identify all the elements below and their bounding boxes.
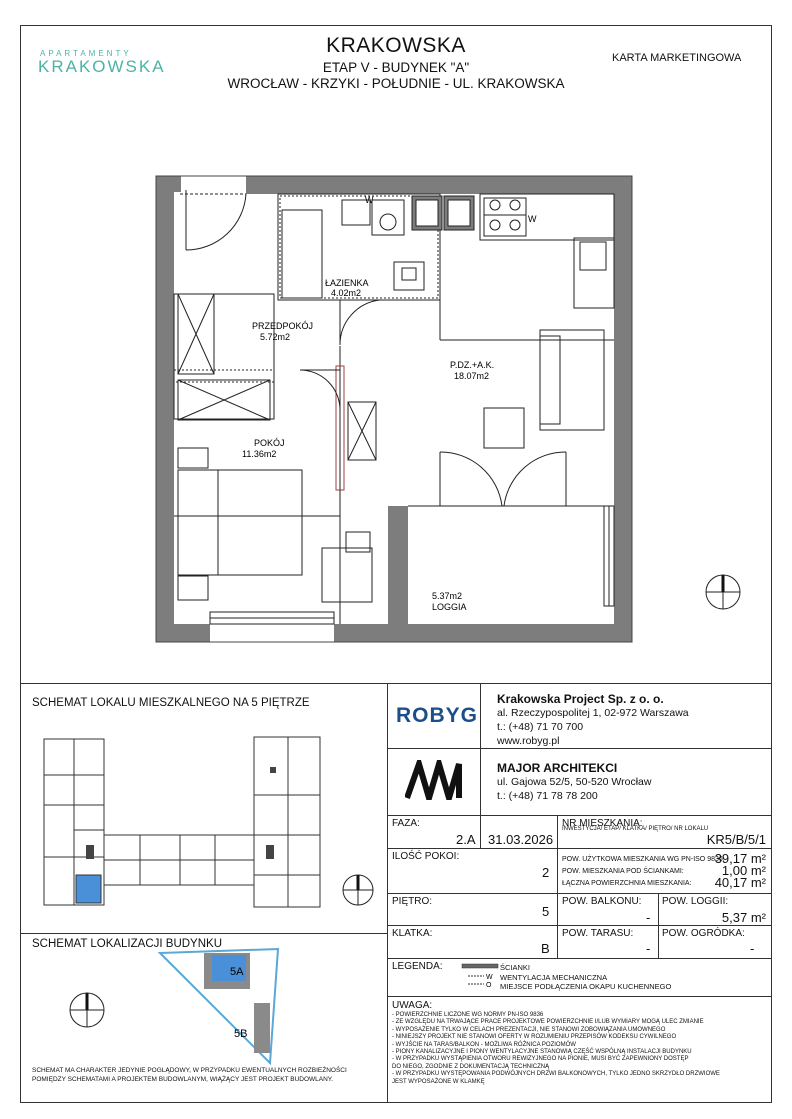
divider-left-mid — [20, 933, 387, 934]
note-item: - W PRZYPADKU WYSTĄPIENIA OTWORU REWIZYJNEGO NA PIONIE, MUSI BYĆ ZAPEWNIONY DOSTĘP DO NIEGO, ZGODNIE Z DOKUMENTACJĄ TECHNICZNĄ — [392, 1056, 689, 1070]
logo-main-text: KRAKOWSKA — [38, 57, 166, 76]
developer-web[interactable]: www.robyg.pl — [497, 735, 560, 747]
divider-company — [387, 748, 772, 749]
developer-name: Krakowska Project Sp. z o. o. — [497, 692, 664, 706]
legend-symbol-w: W — [486, 974, 493, 981]
note-item: - WYJŚCIE NA TARAS/BALKON - MOŻLIWA RÓŻNICA POZIOMÓW — [392, 1041, 576, 1048]
page-header — [220, 34, 572, 91]
faza-value: 2.A — [456, 832, 476, 847]
location-line: WROCŁAW - KRZYKI - POŁUDNIE - UL. KRAKOWSKA — [227, 76, 565, 91]
logo-top-text: APARTAMENTY — [40, 49, 132, 58]
note-item: - W PRZYPADKU WYSTĘPOWANIA PODWÓJNYCH DRZWI BALKONOWYCH, TYLKO JEDNO SKRZYDŁO DRZWIOWE JEST WYPOSAŻONE W KLAMKĘ — [392, 1071, 720, 1085]
floor-scheme-diagram — [40, 735, 330, 910]
divider-top — [20, 683, 772, 684]
scheme-footnote: SCHEMAT MA CHARAKTER JEDYNIE POGLĄDOWY, W PRZYPADKU EWENTUALNYCH ROZBIEŻNOŚCI POMIĘDZY SCHEMATAMI A PROJEKTEM BUDOWLANYM, WIĄŻĄCY JEST PROJEKT BUDOWLANY. — [32, 1067, 347, 1083]
apartment-number-value: KR5/B/5/1 — [706, 832, 766, 847]
divider-logo-col — [480, 683, 481, 815]
room-name-bedroom: POKÓJ — [254, 438, 285, 448]
ventilation-mark-kitchen: W — [528, 214, 537, 224]
location-north-arrow-icon — [67, 990, 107, 1030]
apartment-floor-plan — [150, 170, 640, 650]
developer-phone: t.: (+48) 71 70 700 — [497, 721, 584, 733]
divider-row2 — [387, 893, 772, 894]
stair-value: B — [541, 941, 550, 956]
floor-value: 5 — [542, 904, 550, 919]
divider-row1 — [387, 848, 772, 849]
legend-item: ŚCIANKI — [500, 963, 531, 972]
architect-phone: t.: (+48) 71 78 78 200 — [497, 790, 598, 802]
note-item: - PIONY KANALIZACYJNE I PIONY WENTYLACYJNE STANOWIĄ CZĘŚĆ WSPÓLNĄ INSTALACJI BUDYNKU — [392, 1049, 692, 1056]
garden-value: - — [750, 941, 755, 956]
divider-row4 — [387, 958, 772, 959]
room-name-loggia: LOGGIA — [432, 602, 467, 612]
note-item: - POWIERZCHNIE LICZONE WG NORMY PN-ISO 9836 — [392, 1012, 544, 1018]
developer-address: al. Rzeczypospolitej 1, 02-972 Warszawa — [497, 707, 689, 719]
notes-title: UWAGA: — [392, 1000, 433, 1011]
location-scheme-title: SCHEMAT LOKALIZACJI BUDYNKU — [32, 938, 223, 950]
garden-label: POW. OGRÓDKA: — [662, 928, 745, 939]
faza-label: FAZA: — [392, 818, 420, 829]
divider-row5 — [387, 996, 772, 997]
page-title: KRAKOWSKA — [326, 34, 466, 57]
major-architekci-logo-icon — [405, 760, 467, 800]
architect-name: MAJOR ARCHITEKCI — [497, 761, 618, 775]
room-name-living: P.DZ.+A.K. — [450, 360, 495, 370]
note-item: - NINIEJSZY PROJEKT NIE STANOWI OFERTY W ROZUMIENIU PRZEPISÓW KODEKSU CYWILNEGO — [392, 1034, 677, 1041]
building-5b-label: 5B — [234, 1028, 248, 1040]
room-area-living: 18.07m2 — [454, 371, 490, 381]
balcony-value: - — [646, 910, 651, 925]
robyg-logo: ROBYG — [396, 704, 479, 727]
total-area-label: ŁĄCZNA POWIERZCHNIA MIESZKANIA: — [562, 880, 692, 887]
plan-walls — [156, 176, 632, 642]
legend-list — [500, 963, 671, 992]
usable-area-value: 39,17 m² — [714, 851, 766, 866]
date-value: 31.03.2026 — [488, 832, 554, 847]
scheme-north-arrow-icon — [340, 872, 376, 908]
rooms-value: 2 — [542, 865, 550, 880]
terrace-label: POW. TARASU: — [562, 928, 634, 939]
loggia-value: 5,37 m² — [721, 910, 766, 925]
room-name-hall: PRZEDPOKÓJ — [252, 321, 314, 331]
legend-item: MIEJSCE PODŁĄCZENIA OKAPU KUCHENNEGO — [500, 982, 672, 991]
room-name-bathroom: ŁAZIENKA — [325, 278, 369, 288]
ventilation-mark-bath: W — [365, 195, 374, 205]
usable-area-label: POW. UŻYTKOWA MIESZKANIA WG PN-ISO 9836: — [562, 856, 725, 863]
notes-list — [392, 1012, 764, 1086]
architect-info — [497, 761, 651, 803]
building-5a-label: 5A — [230, 966, 244, 978]
under-walls-label: POW. MIESZKANIA POD ŚCIANKAMI: — [562, 868, 684, 875]
location-scheme-diagram — [150, 945, 300, 1065]
loggia-label: POW. LOGGII: — [662, 896, 729, 907]
note-item: - ZE WZGLĘDU NA TRWAJĄCE PRACE PROJEKTOWE POWIERZCHNIE I/LUB WYMIARY MOGĄ ULEC ZMIANIE — [392, 1019, 704, 1026]
apartment-number-sub: INWESTYCJA/ ETAP/ KLATKA/ PIĘTRO/ NR LOKALU — [562, 826, 709, 832]
card-type: KARTA MARKETINGOWA — [612, 52, 742, 64]
krakowska-logo — [38, 49, 178, 77]
divider-col-faza — [480, 815, 481, 848]
floor-scheme-title: SCHEMAT LOKALU MIESZKALNEGO NA 5 PIĘTRZE — [32, 697, 310, 709]
balcony-label: POW. BALKONU: — [562, 896, 642, 907]
architect-address: ul. Gajowa 52/5, 50-520 Wrocław — [497, 776, 652, 788]
room-area-hall: 5.72m2 — [260, 332, 291, 342]
note-item: - WYPOSAŻENIE TYLKO W CELACH PREZENTACJI, NIE STANOWI ZOBOWIĄZANIA UMOWNEGO — [392, 1026, 666, 1033]
terrace-value: - — [646, 941, 651, 956]
under-walls-value: 1,00 m² — [721, 863, 766, 878]
rooms-label: ILOŚĆ POKOI: — [392, 851, 460, 862]
room-area-loggia: 5.37m2 — [432, 591, 463, 601]
legend-symbols — [460, 962, 500, 992]
legend-symbol-o: O — [486, 982, 492, 989]
divider-row3 — [387, 925, 772, 926]
legend-item: WENTYLACJA MECHANICZNA — [500, 972, 608, 982]
apartment-number-label: NR MIESZKANIA: — [562, 818, 643, 829]
divider-col-a — [557, 815, 558, 958]
stair-label: KLATKA: — [392, 928, 433, 939]
legend-title: LEGENDA: — [392, 961, 443, 972]
developer-info — [497, 692, 689, 748]
total-area-value: 40,17 m² — [714, 875, 766, 890]
room-area-bathroom: 4.02m2 — [331, 288, 362, 298]
floor-label: PIĘTRO: — [392, 896, 433, 907]
room-area-bedroom: 11.36m2 — [242, 449, 277, 459]
stage-building: ETAP V - BUDYNEK "A" — [322, 60, 470, 75]
divider-table-top — [387, 815, 772, 816]
divider-col-b — [658, 893, 659, 958]
north-arrow-icon — [703, 572, 743, 612]
